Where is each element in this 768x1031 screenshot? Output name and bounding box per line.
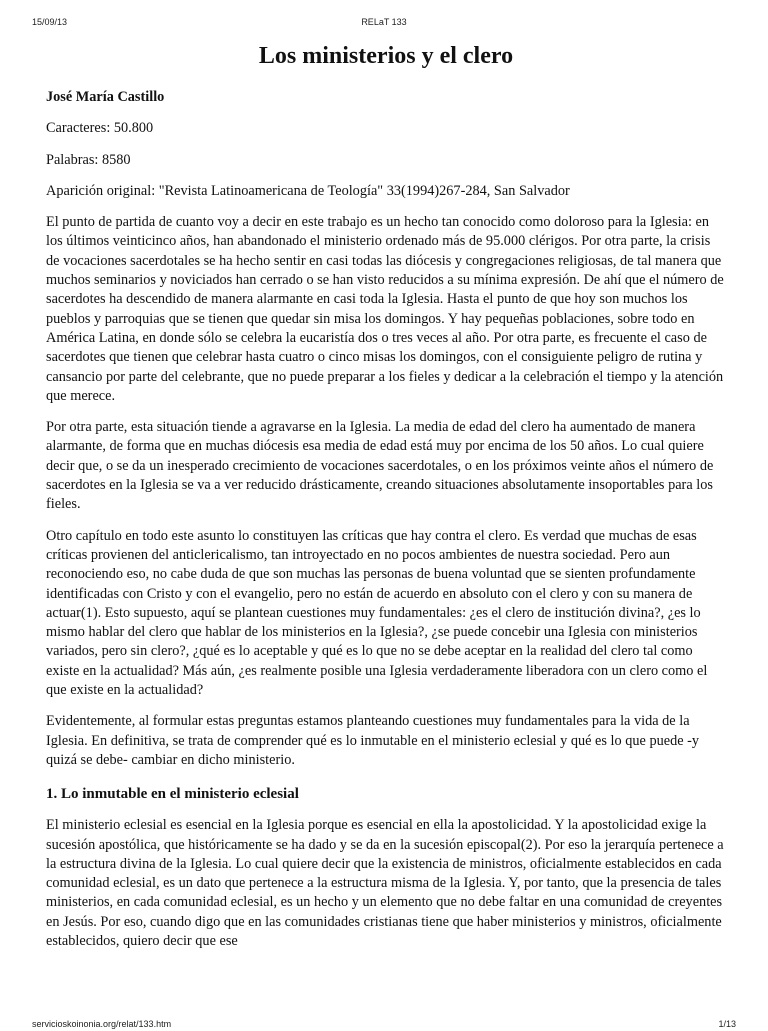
body-paragraph: Evidentemente, al formular estas preguntas estamos planteando cuestiones muy fundamentales para la vida de la Iglesia. En definitiva, se trata de comprender qué es lo inmutable en el ministerio eclesial y qué es lo que puede -y quizá se debe- cambiar en dicho ministerio. [46,713,700,768]
document-page [46,36,726,963]
body-paragraph: El ministerio eclesial es esencial en la Iglesia porque es esencial en ella la apostolicidad. Y la apostolicidad exige la sucesión apostólica, que históricamente se ha dado y se da en la sucesión episcopal(2). Por eso la jerarquía pertenece a la estructura divina de la Iglesia. Lo cual quiere decir que la existencia de ministros, oficialmente establecidos en cada comunidad eclesial, es un dato que pertenece a la estructura misma de la Iglesia. Y, por tanto, que la presencia de tales ministerios, en cada comunidad eclesial, es un hecho y un elemento que no debe faltar en una comunidad de creyentes en Jesús. Por eso, cuando digo que en las comunidades cristianas tiene que haber ministerios y ministros, oficialmente establecidos, quiero decir que ese [46,817,724,949]
article-author: José María Castillo [46,89,165,105]
word-count: Palabras: 8580 [46,151,131,168]
print-page-number: 1/13 [718,1019,736,1029]
body-paragraph: Por otra parte, esta situación tiende a agravarse en la Iglesia. La media de edad del clero ha aumentado de manera alarmante, de forma que en muchas diócesis esa media de edad está muy por encima de los 50 años. Lo cual quiere decir que, o se da un inesperado crecimiento de vocaciones sacerdotales, o en los próximos veinte años el número de sacerdotes en la Iglesia se va a ver reducido drásticamente, creando situaciones absolutamente insoportables para los fieles. [46,419,714,513]
article-title: Los ministerios y el clero [258,43,514,69]
character-count: Caracteres: 50.800 [46,120,154,137]
body-paragraph: Otro capítulo en todo este asunto lo constituyen las críticas que hay contra el clero. Es verdad que muchas de esas críticas provienen del anticlericalismo, tan introyectado en no pocos ambientes de nuestra sociedad. Pero aun reconociendo eso, no cabe duda de que son muchas las personas de buena voluntad que se sienten profundamente identificadas con Cristo y con el evangelio, pero no están de acuerdo en absoluto con el clero y con su manera de actuar(1). Esto supuesto, aquí se plantean cuestiones muy fundamentales: ¿es el clero de institución divina?, ¿es lo mismo hablar del clero que hablar de los ministerios en la Iglesia?, ¿se puede concebir una Iglesia con ministerios variados, pero sin clero?, ¿qué es lo aceptable y qué es lo que no se debe aceptar en la realidad del clero tal como existe en la actualidad? Más aún, ¿es realmente posible una Iglesia verdaderamente liberadora con un clero como el que existe en la actualidad? [46,527,708,699]
print-url: servicioskoinonia.org/relat/133.htm [32,1019,172,1029]
print-header [0,17,768,29]
print-date: 15/09/13 [32,17,68,27]
section-heading: 1. Lo inmutable en el ministerio eclesial [46,786,299,803]
original-publication: Aparición original: "Revista Latinoamericana de Teología" 33(1994)267-284, San Salvador [46,182,570,199]
print-footer [0,1019,768,1031]
body-paragraph: El punto de partida de cuanto voy a decir en este trabajo es un hecho tan conocido como doloroso para la Iglesia: en los últimos veinticinco años, han abandonado el ministerio ordenado más de 95.000 clérigos. Por otra parte, la crisis de vocaciones sacerdotales se ha hecho sentir en casi todas las diócesis y congregaciones religiosas, de tal manera que muchos seminarios y noviciados han cerrado o se han visto reducidos a su mínima expresión. De ahí que el número de sacerdotes ha descendido de manera alarmante en casi toda la Iglesia. Hasta el punto de que hoy son muchos los pueblos y parroquias que se tienen que quedar sin misa los domingos. Y hay pequeñas poblaciones, sobre todo en América Latina, en donde sólo se celebra la eucaristía dos o tres veces al año. Por otra parte, es frecuente el caso de sacerdotes que tienen que celebrar hasta cuatro o cinco misas los domingos, con el consiguiente peligro de rutina y cansancio por parte del celebrante, que no puede preparar a los fieles y dedicar a la celebración el tiempo y la atención que merece. [46,214,724,404]
print-site-title: RELaT 133 [361,17,407,27]
